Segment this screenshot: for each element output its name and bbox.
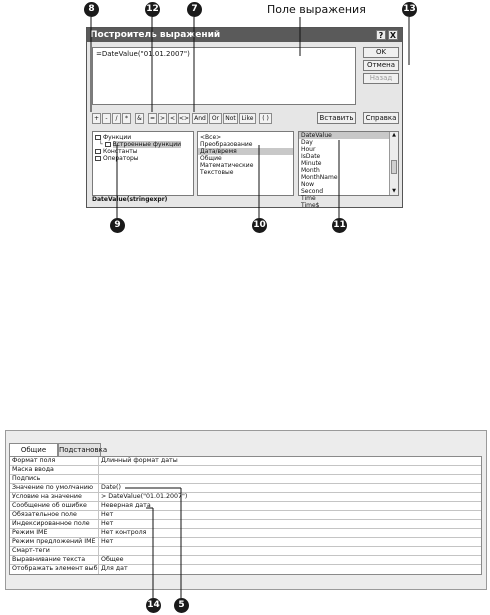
scroll-up-icon[interactable]: ▲ (392, 132, 396, 138)
op-equals-button[interactable]: = (149, 115, 156, 122)
expression-builder-dialog (86, 27, 403, 208)
function-list-pane (298, 131, 399, 209)
callout-13: 13 (402, 2, 417, 17)
tree-item-constants[interactable]: Константы (93, 148, 193, 155)
tree-item-builtin-functions[interactable]: └ Встроенные функции (99, 141, 181, 148)
scroll-thumb[interactable] (391, 160, 397, 174)
help-button[interactable]: Справка (363, 112, 399, 124)
dialog-title: Построитель выражений (87, 28, 402, 42)
function-item[interactable]: IsDate (301, 153, 321, 160)
property-row[interactable]: Смарт-теги (10, 547, 481, 556)
property-row[interactable]: Режим IME Нет контроля (10, 529, 481, 538)
field-properties-panel (5, 430, 487, 590)
scroll-down-icon[interactable]: ▼ (392, 188, 396, 194)
function-item[interactable]: Day (301, 139, 313, 146)
op-less-button[interactable]: < (169, 115, 176, 122)
op-divide-button[interactable]: / (112, 113, 121, 124)
close-icon[interactable]: X (389, 31, 397, 40)
expression-input[interactable]: =DateValue("01.01.2007") (92, 47, 356, 105)
callout-5: 5 (174, 598, 189, 613)
op-and-button[interactable]: And (192, 113, 208, 124)
property-row[interactable]: Отображать элемент выб Для дат (12, 565, 128, 572)
category-item-selected[interactable]: Дата/время (198, 148, 293, 155)
function-item[interactable]: MonthName (301, 174, 338, 181)
op-like-button[interactable]: Like (239, 113, 256, 124)
help-icon[interactable]: ? (376, 30, 386, 40)
op-minus-button[interactable]: - (102, 113, 111, 124)
property-row[interactable]: Выравнивание текста Общее (10, 556, 481, 565)
function-item-selected[interactable]: DateValue (299, 132, 398, 139)
op-multiply-button[interactable]: * (122, 113, 131, 124)
function-item[interactable]: Second (301, 188, 324, 195)
callout-9: 9 (110, 218, 125, 233)
op-or-button[interactable]: Or (209, 113, 222, 124)
function-item[interactable]: Time (301, 195, 316, 202)
callout-11: 11 (332, 218, 347, 233)
paste-button[interactable]: Вставить (317, 112, 356, 124)
category-item[interactable]: Общие (200, 155, 222, 162)
property-row[interactable]: Маска ввода (10, 466, 481, 475)
property-row[interactable]: Обязательное поле Нет (10, 511, 481, 520)
property-row[interactable]: Значение по умолчанию Date() (10, 484, 481, 493)
category-list-pane (197, 131, 294, 196)
function-item[interactable]: Minute (301, 160, 322, 167)
cancel-button[interactable]: Отмена (363, 60, 399, 71)
ok-button[interactable]: OK (363, 47, 399, 58)
category-item[interactable]: Преобразование (200, 141, 253, 148)
expression-field-caption: Поле выражения (267, 3, 366, 16)
property-row[interactable]: Режим предложений IME Нет (10, 538, 481, 547)
op-parentheses-button[interactable]: ( ) (259, 113, 272, 124)
properties-grid (9, 456, 482, 575)
property-row[interactable]: Индексированное поле Нет (10, 520, 481, 529)
folder-icon (95, 149, 101, 154)
function-item[interactable]: Month (301, 167, 320, 174)
function-item[interactable]: Now (301, 181, 315, 188)
function-item[interactable]: Hour (301, 146, 316, 153)
op-plus-button[interactable]: + (93, 115, 100, 122)
category-item[interactable]: Текстовые (200, 169, 234, 176)
function-list-scrollbar[interactable] (389, 132, 398, 195)
tree-item-functions[interactable]: Функции (93, 134, 193, 141)
property-row[interactable]: Сообщение об ошибке Неверная дата (10, 502, 481, 511)
callout-14: 14 (146, 598, 161, 613)
undo-button[interactable]: Назад (363, 73, 399, 84)
function-item[interactable]: Time$ (301, 202, 320, 209)
tab-general[interactable]: Общие (9, 443, 58, 456)
callout-10: 10 (252, 218, 267, 233)
property-row[interactable]: Формат поля Длинный формат даты (10, 457, 481, 466)
op-not-button[interactable]: Not (223, 113, 238, 124)
category-item[interactable]: Математические (200, 162, 254, 169)
property-row[interactable]: Подпись (10, 475, 481, 484)
function-signature: DateValue(stringexpr) (92, 196, 168, 203)
op-not-equal-button[interactable]: <> (179, 115, 190, 122)
folder-tree-pane (92, 131, 194, 196)
callout-12: 12 (145, 2, 160, 17)
callout-7: 7 (187, 2, 202, 17)
folder-icon (95, 156, 101, 161)
tab-lookup[interactable]: Подстановка (58, 443, 101, 456)
property-row[interactable]: Условие на значение > DateValue("01.01.2007") (10, 493, 481, 502)
op-ampersand-button[interactable]: & (135, 113, 144, 124)
folder-open-icon (95, 135, 101, 140)
tree-branch-icon: └ (99, 141, 103, 148)
op-greater-button[interactable]: > (159, 115, 166, 122)
tree-item-operators[interactable]: Операторы (93, 155, 193, 162)
category-item[interactable]: <Все> (200, 134, 222, 141)
folder-icon (105, 142, 111, 147)
callout-8: 8 (84, 2, 99, 17)
